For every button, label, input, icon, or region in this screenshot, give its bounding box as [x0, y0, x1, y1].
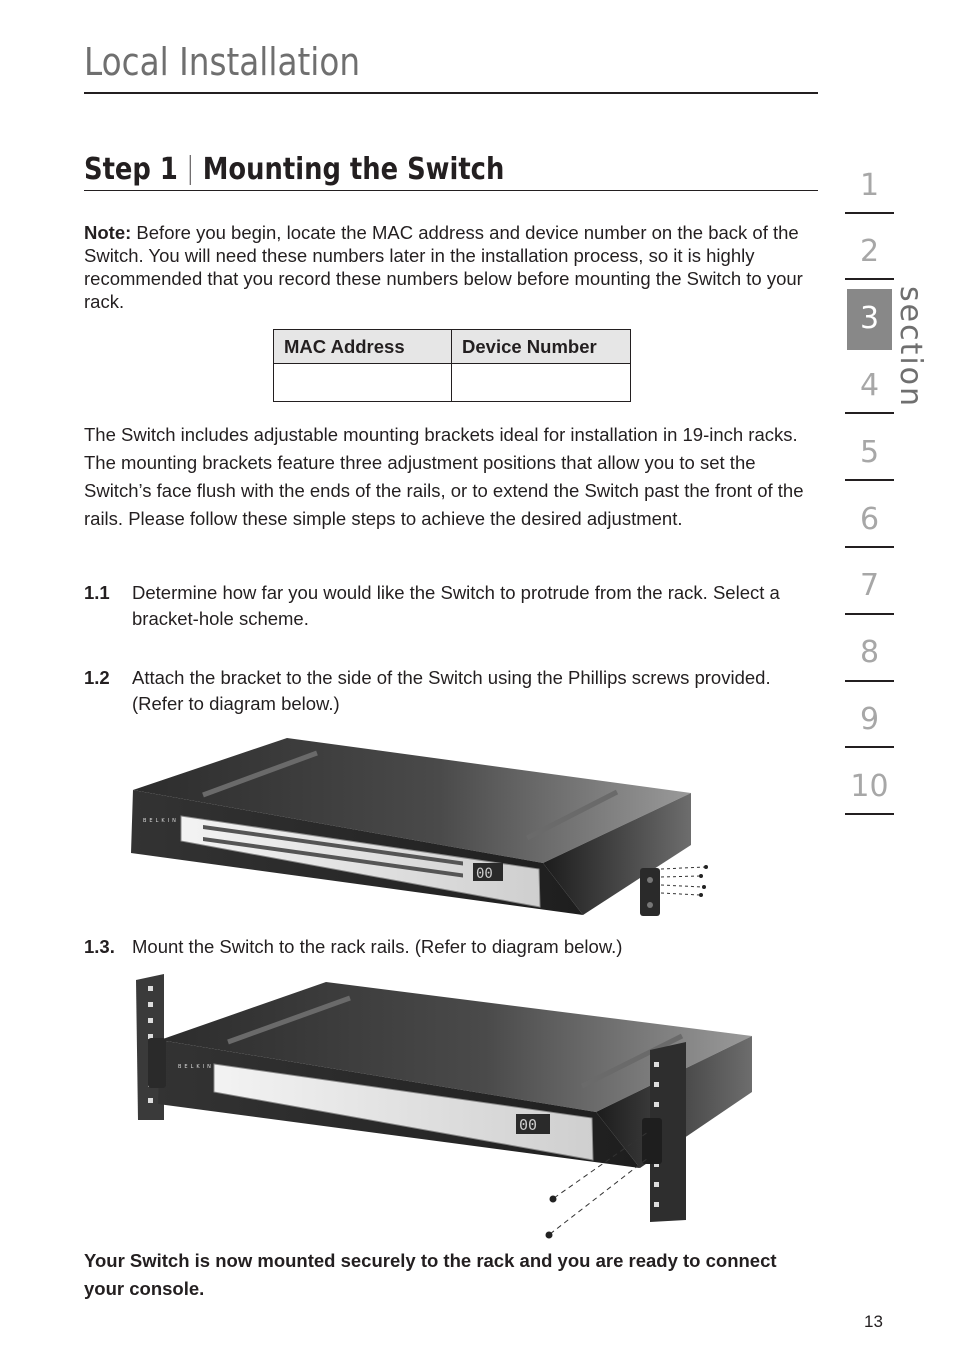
bracket-hole — [647, 902, 653, 908]
section-divider — [845, 479, 894, 481]
device-number-cell — [452, 364, 631, 402]
section-divider — [845, 546, 894, 548]
step-divider — [84, 190, 818, 191]
section-divider — [845, 412, 894, 414]
right-bracket — [642, 1118, 662, 1164]
section-9-link[interactable]: 9 — [859, 702, 880, 737]
section-divider — [845, 278, 894, 280]
step-text: Determine how far you would like the Switch to protrude from the rack. Select a bracket-hole scheme. — [132, 582, 780, 629]
brand-label: BELKIN — [178, 1064, 214, 1070]
page-title: Local Installation — [84, 40, 361, 84]
section-2-link[interactable]: 2 — [859, 234, 880, 269]
page-number: 13 — [864, 1312, 883, 1331]
closing-statement: Your Switch is now mounted securely to the rack and you are ready to connect your console. — [84, 1250, 777, 1299]
section-8-link[interactable]: 8 — [859, 635, 880, 670]
led-display-text: 00 — [476, 866, 493, 882]
screw-guides — [661, 867, 705, 895]
record-table — [273, 329, 631, 402]
section-3-link[interactable]: 3 — [859, 301, 880, 336]
mac-address-cell — [274, 364, 452, 402]
step-number: 1.3. — [84, 936, 115, 957]
section-divider — [845, 813, 894, 815]
section-divider — [845, 746, 894, 748]
step-number: 1.2 — [84, 667, 110, 688]
step-text: Mount the Switch to the rack rails. (Refer to diagram below.) — [132, 936, 623, 957]
step-heading — [84, 152, 504, 187]
mac-address-header: MAC Address — [274, 330, 452, 364]
section-5-link[interactable]: 5 — [859, 435, 880, 470]
section-divider — [845, 212, 894, 214]
note-paragraph — [84, 221, 824, 313]
section-6-link[interactable]: 6 — [859, 502, 880, 537]
step-text: Attach the bracket to the side of the Switch using the Phillips screws provided. (Refer to diagram below.) — [132, 667, 771, 714]
led-display-text: 00 — [519, 1116, 538, 1134]
section-10-link[interactable]: 10 — [850, 769, 889, 804]
mounting-bracket — [640, 868, 660, 916]
screws — [699, 865, 708, 897]
brand-label: BELKIN — [143, 818, 179, 824]
section-label: section — [893, 286, 928, 409]
section-1-link[interactable]: 1 — [859, 168, 880, 203]
section-divider — [845, 680, 894, 682]
table-row — [274, 364, 631, 402]
note-text: Before you begin, locate the MAC address and device number on the back of the Switch. You will need these numbers later in the installation process, so it is highly recommended that you record these numbers below before mounting the Switch to your rack. — [84, 222, 803, 312]
intro-paragraph: The Switch includes adjustable mounting brackets ideal for installation in 19-inch racks. The mounting brackets feature three adjustment positions that allow you to set the Switch’s face flush with the ends of the rails, or to extend the Switch past the front of the rails. Please follow these simple steps to achieve the desired adjustment. — [84, 424, 804, 529]
table-header-row — [274, 330, 631, 364]
bracket-hole — [647, 877, 653, 883]
device-number-header: Device Number — [452, 330, 631, 364]
section-divider — [845, 613, 894, 615]
section-4-link[interactable]: 4 — [859, 368, 880, 403]
left-bracket — [148, 1038, 166, 1088]
title-divider — [84, 92, 818, 94]
step-title: Mounting the Switch — [202, 152, 505, 187]
step-separator — [190, 155, 191, 185]
step-number: 1.1 — [84, 582, 110, 603]
step-label: Step 1 — [84, 152, 178, 187]
screws — [546, 1196, 557, 1239]
bracket-attachment-diagram — [125, 735, 720, 920]
rack-mounting-diagram — [130, 972, 760, 1244]
note-label: Note: — [84, 222, 132, 243]
section-7-link[interactable]: 7 — [859, 568, 880, 603]
